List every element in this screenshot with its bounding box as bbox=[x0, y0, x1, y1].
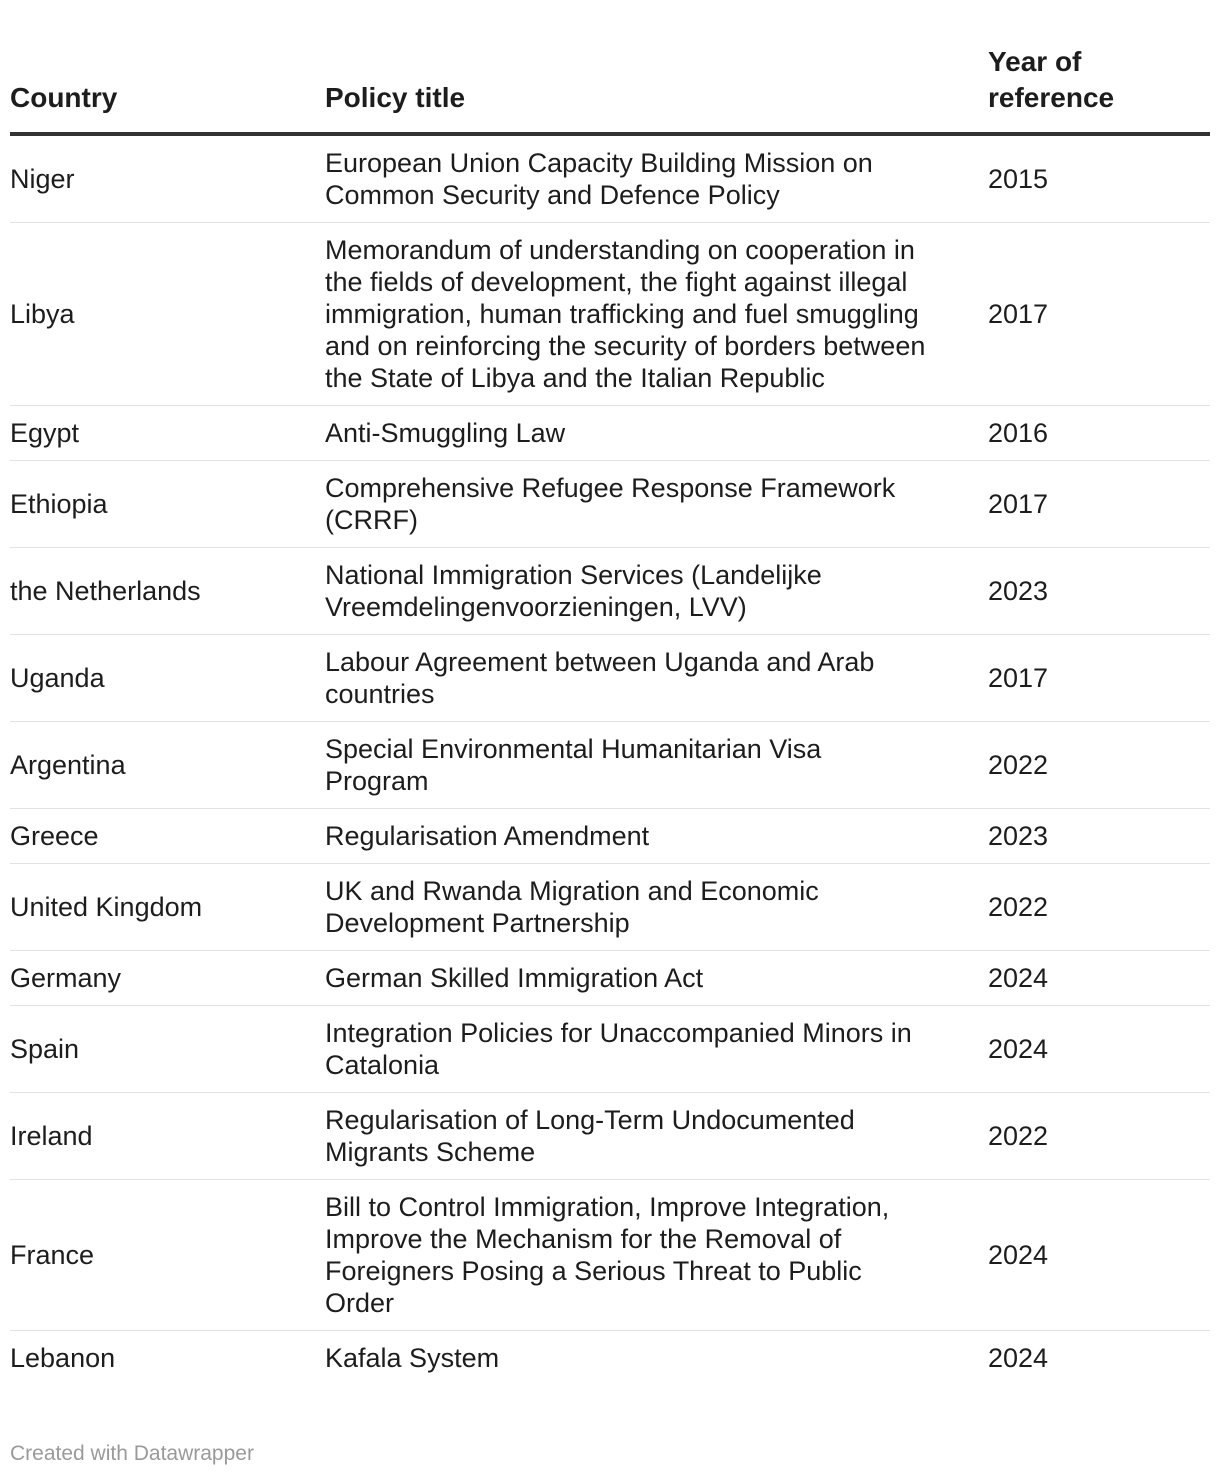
table-row bbox=[10, 864, 1210, 951]
table-row bbox=[10, 1006, 1210, 1093]
cell-year: 2022 bbox=[988, 864, 1210, 951]
cell-year: 2022 bbox=[988, 1093, 1210, 1180]
cell-year: 2024 bbox=[988, 1180, 1210, 1331]
table-body bbox=[10, 134, 1210, 1385]
table-header bbox=[10, 0, 1210, 134]
cell-policy: Bill to Control Immigration, Improve Integration, Improve the Mechanism for the Removal of Foreigners Posing a Serious Threat to Public Order bbox=[325, 1180, 988, 1331]
column-header-policy[interactable]: Policy title bbox=[325, 0, 988, 134]
header-row bbox=[10, 0, 1210, 134]
cell-country: Libya bbox=[10, 223, 325, 406]
cell-country: Egypt bbox=[10, 406, 325, 461]
cell-country: Greece bbox=[10, 809, 325, 864]
cell-country: Lebanon bbox=[10, 1343, 116, 1373]
cell-policy: German Skilled Immigration Act bbox=[325, 951, 988, 1006]
cell-policy: Special Environmental Humanitarian Visa Program bbox=[325, 722, 988, 809]
cell-year: 2023 bbox=[988, 809, 1210, 864]
cell-policy: Integration Policies for Unaccompanied Minors in Catalonia bbox=[325, 1006, 988, 1093]
table-row bbox=[10, 223, 1210, 406]
cell-country: United Kingdom bbox=[10, 864, 325, 951]
column-header-year[interactable] bbox=[988, 0, 1210, 134]
cell-policy: Memorandum of understanding on cooperation in the fields of development, the fight against illegal immigration, human trafficking and fuel smuggling and on reinforcing the security of borders between the State of Libya and the Italian Republic bbox=[325, 223, 988, 406]
table-row bbox=[10, 1093, 1210, 1180]
cell-country: the Netherlands bbox=[10, 548, 325, 635]
cell-policy: UK and Rwanda Migration and Economic Development Partnership bbox=[325, 864, 988, 951]
cell-year: 2024 bbox=[988, 1006, 1210, 1093]
cell-policy: Comprehensive Refugee Response Framework (CRRF) bbox=[325, 461, 988, 548]
table-row bbox=[10, 1180, 1210, 1331]
cell-country: Niger bbox=[10, 134, 325, 223]
table-row bbox=[10, 1331, 1210, 1386]
cell-country: Ireland bbox=[10, 1093, 325, 1180]
table-row bbox=[10, 722, 1210, 809]
cell-year: 2016 bbox=[988, 406, 1210, 461]
cell-year: 2017 bbox=[988, 223, 1210, 406]
cell-year: 2015 bbox=[988, 134, 1210, 223]
cell-policy: European Union Capacity Building Mission on Common Security and Defence Policy bbox=[325, 134, 988, 223]
policy-table-container bbox=[10, 0, 1210, 1385]
cell-policy: Anti-Smuggling Law bbox=[325, 406, 988, 461]
cell-year: 2022 bbox=[988, 722, 1210, 809]
column-header-country[interactable]: Country bbox=[10, 0, 325, 134]
column-header-year-line1: Year of bbox=[988, 46, 1082, 77]
cell-country: France bbox=[10, 1180, 325, 1331]
table-row bbox=[10, 635, 1210, 722]
cell-policy: Kafala System bbox=[325, 1343, 500, 1373]
cell-year: 2017 bbox=[988, 461, 1210, 548]
datawrapper-credit[interactable]: Created with Datawrapper bbox=[10, 1442, 254, 1465]
policy-table bbox=[10, 0, 1210, 1385]
table-row bbox=[10, 548, 1210, 635]
cell-year: 2017 bbox=[988, 635, 1210, 722]
cell-country: Germany bbox=[10, 951, 325, 1006]
cell-year: 2024 bbox=[988, 1343, 1049, 1373]
column-header-year-line2: reference bbox=[988, 82, 1115, 113]
cell-country: Argentina bbox=[10, 722, 325, 809]
table-row bbox=[10, 461, 1210, 548]
table-row bbox=[10, 809, 1210, 864]
table-row bbox=[10, 134, 1210, 223]
cell-year: 2023 bbox=[988, 548, 1210, 635]
cell-policy: National Immigration Services (Landelijke Vreemdelingenvoorzieningen, LVV) bbox=[325, 548, 988, 635]
table-row bbox=[10, 951, 1210, 1006]
cell-country: Ethiopia bbox=[10, 461, 325, 548]
cell-year: 2024 bbox=[988, 951, 1210, 1006]
cell-policy: Regularisation Amendment bbox=[325, 809, 988, 864]
cell-policy: Labour Agreement between Uganda and Arab countries bbox=[325, 635, 988, 722]
cell-country: Uganda bbox=[10, 635, 325, 722]
table-row bbox=[10, 406, 1210, 461]
cell-policy: Regularisation of Long-Term Undocumented Migrants Scheme bbox=[325, 1093, 988, 1180]
cell-country: Spain bbox=[10, 1006, 325, 1093]
